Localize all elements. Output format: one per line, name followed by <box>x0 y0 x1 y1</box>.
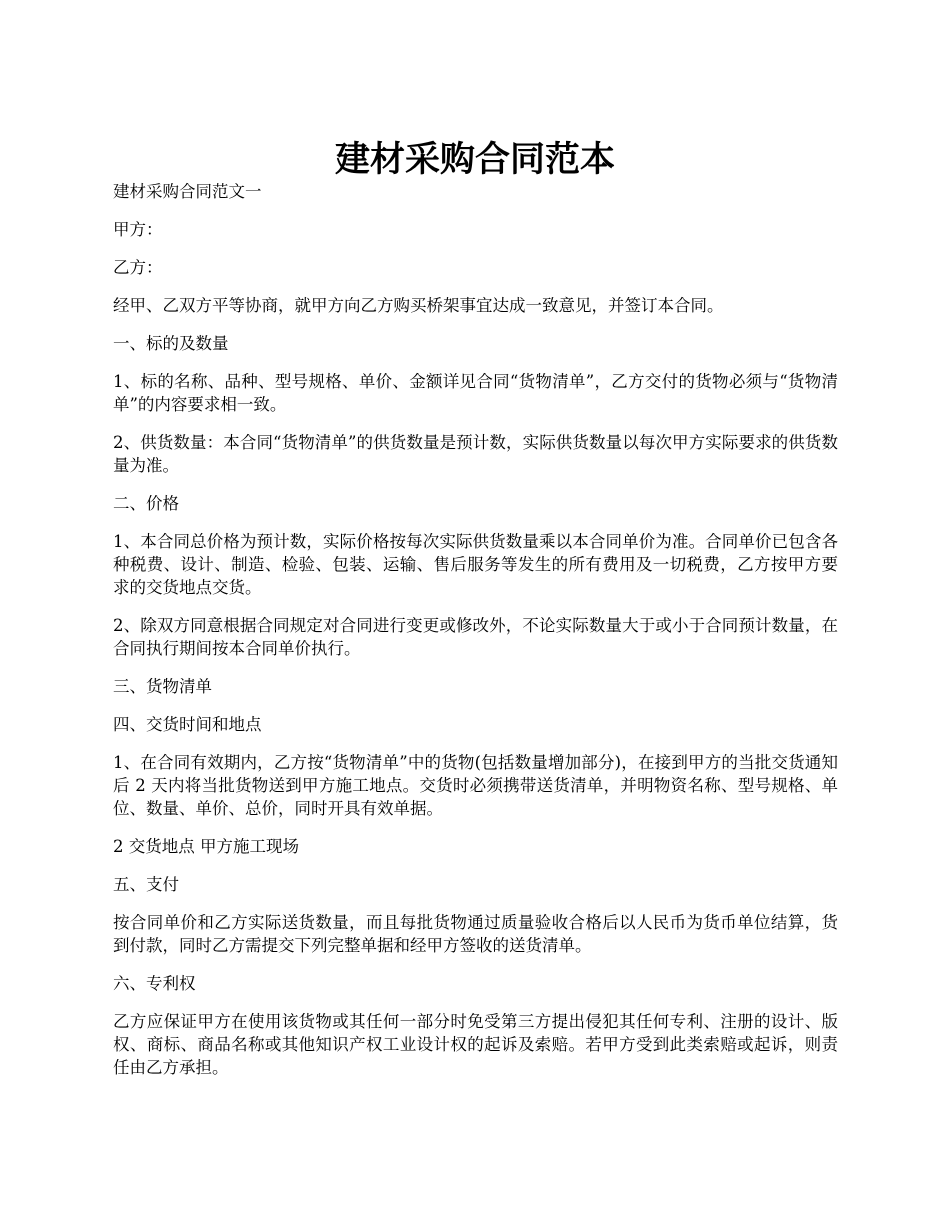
document-body <box>113 180 838 1094</box>
clause-paragraph: 1、在合同有效期内，乙方按“货物清单”中的货物(包括数量增加部分)，在接到甲方的当批交货通知后 2 天内将当批货物送到甲方施工地点。交货时必须携带送货清单，并明物资名称、型号规格、单位、数量、单价、总价，同时开具有效单据。 <box>113 753 838 818</box>
preamble-paragraph: 经甲、乙双方平等协商，就甲方向乙方购买桥架事宜达成一致意见，并签订本合同。 <box>113 296 724 315</box>
section-heading: 二、价格 <box>113 494 179 513</box>
clause-paragraph: 乙方应保证甲方在使用该货物或其任何一部分时免受第三方提出侵犯其任何专利、注册的设计、版权、商标、商品名称或其他知识产权工业设计权的起诉及索赔。若甲方受到此类索赔或起诉，则责任由乙方承担。 <box>113 1012 838 1077</box>
clause-paragraph: 2、除双方同意根据合同规定对合同进行变更或修改外，不论实际数量大于或小于合同预计数量，在合同执行期间按本合同单价执行。 <box>113 616 838 658</box>
section-heading: 三、货物清单 <box>113 677 212 696</box>
clause-paragraph: 2、供货数量：本合同“货物清单”的供货数量是预计数，实际供货数量以每次甲方实际要求的供货数量为准。 <box>113 433 838 475</box>
clause-paragraph: 2 交货地点 甲方施工现场 <box>113 837 299 856</box>
party-b-line: 乙方： <box>113 258 163 277</box>
section-heading: 六、专利权 <box>113 974 196 993</box>
section-heading: 一、标的及数量 <box>113 334 229 353</box>
clause-paragraph: 按合同单价和乙方实际送货数量，而且每批货物通过质量验收合格后以人民币为货币单位结算，货到付款，同时乙方需提交下列完整单据和经甲方签收的送货清单。 <box>113 913 838 955</box>
subtitle-paragraph: 建材采购合同范文一 <box>113 182 262 201</box>
party-a-line: 甲方： <box>113 220 163 239</box>
clause-paragraph: 1、本合同总价格为预计数，实际价格按每次实际供货数量乘以本合同单价为准。合同单价已包含各种税费、设计、制造、检验、包装、运输、售后服务等发生的所有费用及一切税费，乙方按甲方要求的交货地点交货。 <box>113 532 838 597</box>
clause-paragraph: 1、标的名称、品种、型号规格、单价、金额详见合同“货物清单”，乙方交付的货物必须与“货物清单”的内容要求相一致。 <box>113 372 838 414</box>
document-title: 建材采购合同范本 <box>334 139 615 181</box>
section-heading: 五、支付 <box>113 875 179 894</box>
section-heading: 四、交货时间和地点 <box>113 715 262 734</box>
